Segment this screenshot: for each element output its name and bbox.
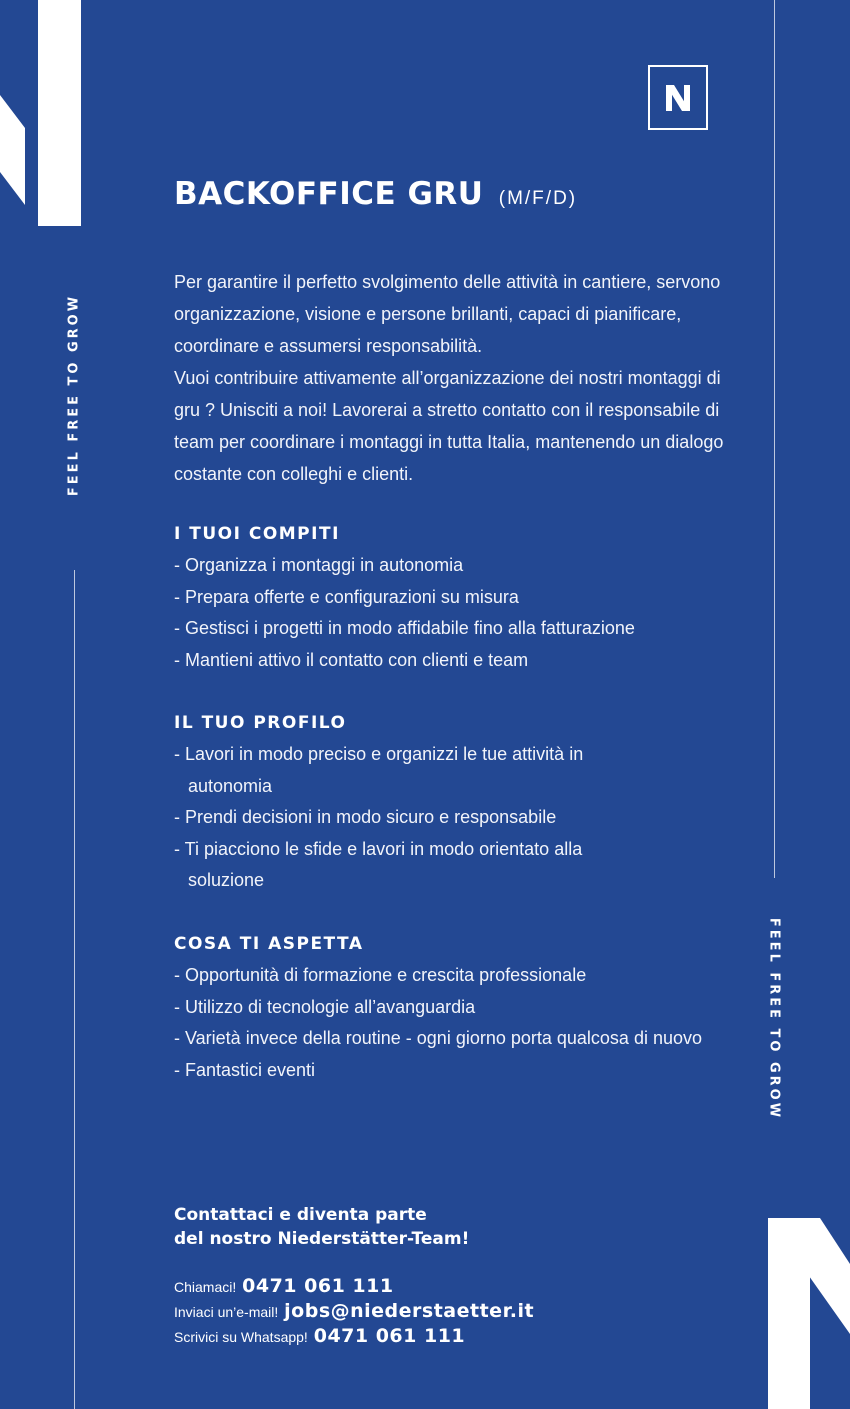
email-link[interactable]: jobs@niederstaetter.it — [284, 1300, 535, 1322]
phone-label: Chiamaci! — [174, 1279, 237, 1295]
list-item: - Varietà invece della routine - ogni giorno porta qualcosa di nuovo — [174, 1028, 702, 1048]
left-guide-line — [74, 570, 75, 1409]
side-tagline-left: FEEL FREE TO GROW — [66, 293, 82, 497]
whatsapp-label: Scrivici su Whatsapp! — [174, 1329, 308, 1345]
offer-heading: COSA TI ASPETTA — [174, 934, 364, 954]
contact-info — [174, 1274, 534, 1349]
bottom-right-brand-shape — [760, 1210, 850, 1409]
side-tagline-right: FEEL FREE TO GROW — [766, 917, 782, 1121]
list-item: - Prepara offerte e configurazioni su misura — [174, 586, 519, 607]
list-item: - Prendi decisioni in modo sicuro e responsabile — [174, 807, 557, 827]
phone-number-link[interactable]: 0471 061 111 — [242, 1275, 394, 1297]
list-item: - Ti piacciono le sfide e lavori in modo orientato alla soluzione — [174, 838, 583, 890]
tasks-heading: I TUOI COMPITI — [174, 524, 340, 544]
list-item: - Mantieni attivo il contatto con clienti e team — [174, 649, 529, 670]
left-brand-stripe — [0, 0, 82, 230]
job-title-suffix: (M/F/D) — [498, 188, 578, 209]
intro-paragraph-2: Vuoi contribuire attivamente all’organizzazione dei nostri montaggi di gru ? Unisciti a noi! Lavorerai a stretto contatto con il responsabile di team per coordinare i montaggi in tutta Italia, mantenendo un dialogo costante con colleghi e clienti. — [174, 368, 724, 484]
intro-paragraph-1: Per garantire il perfetto svolgimento delle attività in cantiere, servono organizzazione, visione e persone brillanti, capaci di pianificare, coordinare e assumersi responsabilità. — [174, 272, 721, 356]
profile-list — [174, 739, 649, 897]
company-logo — [648, 65, 708, 130]
list-item: - Lavori in modo preciso e organizzi le tue attività in autonomia — [174, 744, 584, 796]
list-item: - Utilizzo di tecnologie all’avanguardia — [174, 996, 476, 1017]
job-title-main: BACKOFFICE GRU — [174, 176, 484, 212]
whatsapp-number-link[interactable]: 0471 061 111 — [313, 1325, 466, 1347]
intro-text — [174, 266, 734, 490]
contact-email-row — [174, 1299, 534, 1324]
cta-line-2: del nostro Niederstätter-Team! — [174, 1229, 470, 1249]
contact-whatsapp-row — [174, 1324, 534, 1349]
n-logo-icon — [663, 82, 693, 114]
job-title — [174, 176, 577, 212]
list-item: - Gestisci i progetti in modo affidabile fino alla fatturazione — [174, 618, 635, 638]
list-item: - Organizza i montaggi in autonomia — [174, 555, 464, 575]
profile-heading: IL TUO PROFILO — [174, 713, 347, 733]
contact-phone-row — [174, 1274, 534, 1299]
list-item: - Fantastici eventi — [174, 1059, 316, 1080]
offer-list — [174, 960, 704, 1086]
right-guide-line — [774, 0, 775, 878]
email-label: Inviaci un’e-mail! — [174, 1304, 279, 1320]
tasks-list — [174, 550, 714, 676]
list-item: - Opportunità di formazione e crescita professionale — [174, 965, 587, 985]
contact-call-to-action — [174, 1203, 469, 1251]
cta-line-1: Contattaci e diventa parte — [174, 1205, 427, 1225]
